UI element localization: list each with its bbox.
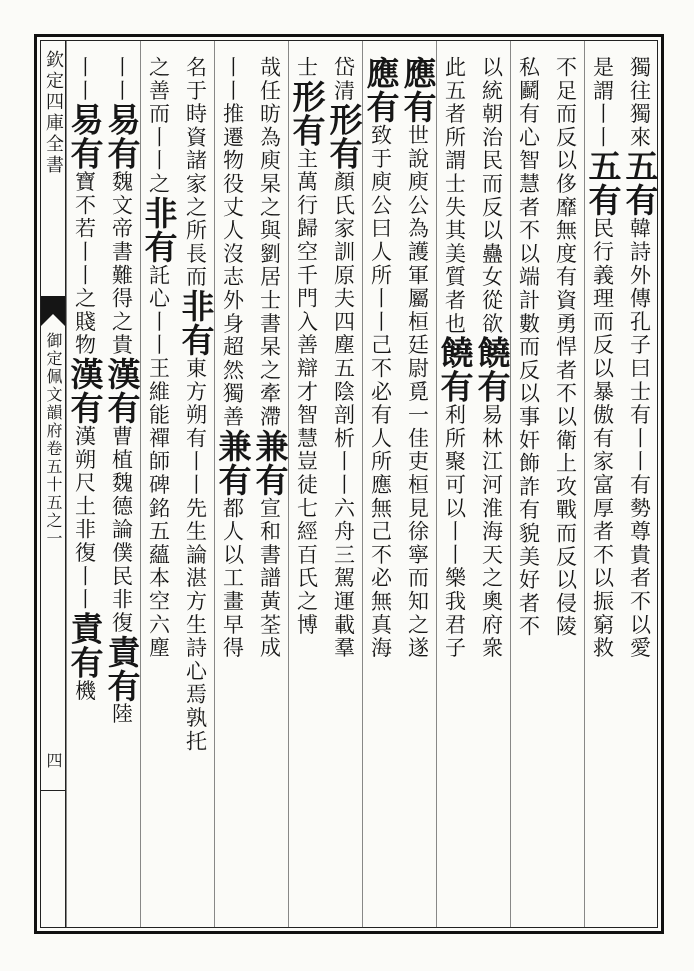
text-column: [549, 56, 583, 916]
text-segment: 岱清: [331, 56, 356, 103]
text-segment: 士: [294, 56, 319, 80]
rhyme-headword: 五有: [583, 149, 623, 218]
text-segment: 宣和書譜黃荃成: [257, 496, 282, 660]
text-segment: 利所聚可以丨丨樂我君子: [442, 403, 467, 660]
text-column: [583, 56, 623, 916]
rhyme-headword: 形有: [324, 102, 364, 171]
text-segment: 民行義理而反以暴傲有家富厚者不以振窮救: [590, 217, 615, 660]
volume-title: 御定佩文韻府卷五十五之一: [44, 332, 63, 548]
rhyme-headword: 非有: [176, 289, 216, 357]
text-segment: 丨丨: [109, 56, 134, 103]
text-segment: 丨丨: [72, 56, 97, 103]
rhyme-headword: 兼有: [250, 428, 290, 497]
rhyme-headword: 五有: [620, 149, 660, 218]
text-segment: 世說庾公為護軍屬桓廷尉覓一佳吏桓見徐寧而知之遂: [405, 124, 430, 660]
collection-title: 欽定四庫全書: [43, 50, 64, 176]
text-segment: 丨丨推遷物役丈人沒志外身超然獨善: [220, 56, 245, 429]
rhyme-headword: 兼有: [213, 428, 253, 497]
text-segment: 曹植魏德論僕民非復: [109, 425, 134, 635]
text-segment: 魏文帝書難得之貴: [109, 170, 134, 358]
rhyme-headword: 責有: [102, 634, 142, 703]
text-segment: 之善而丨丨之: [146, 56, 171, 196]
margin-divider: [40, 790, 66, 791]
text-column: [287, 56, 327, 916]
text-segment: 顏氏家訓原夫四塵五陰剖析丨丨六舟三駕運載羣: [331, 170, 356, 660]
text-segment: 此五者所謂士失其美質者也: [442, 56, 467, 336]
fishtail-mark-icon: [40, 296, 66, 326]
text-segment: 主萬行歸空千門入善辯才智慧豈徒七經百氏之博: [294, 147, 319, 637]
text-column: [213, 56, 253, 916]
rhyme-headword: 易有: [102, 102, 142, 171]
text-segment: 寶不若丨丨之賤物: [72, 170, 97, 358]
text-segment: 東方朔有丨丨先生論湛方生詩心焉孰托: [183, 357, 208, 754]
text-segment: 陸: [109, 702, 134, 727]
text-segment: 私鬬有心智慧者不以端計數而反以事奸飾詐有貌美好者不: [516, 56, 541, 639]
text-column: [398, 56, 438, 916]
rhyme-headword: 形有: [287, 79, 327, 148]
text-segment: 致于庾公曰人所丨丨己不必有人所應無己不必無真海: [368, 124, 393, 660]
text-segment: 都人以工畫早得: [220, 496, 245, 660]
text-segment: 漢朔尺土非復丨丨: [72, 425, 97, 612]
rhyme-headword: 漢有: [65, 357, 105, 426]
text-column: [102, 56, 142, 916]
text-column: [361, 56, 401, 916]
text-segment: 託心丨丨王維能禪師碑銘五蘊本空六塵: [146, 263, 171, 660]
rhyme-headword: 饒有: [472, 335, 512, 404]
text-column: [620, 56, 660, 916]
rhyme-headword: 應有: [361, 56, 401, 124]
text-column: [65, 56, 105, 916]
rhyme-headword: 非有: [139, 195, 179, 264]
rhyme-headword: 易有: [65, 102, 105, 171]
text-segment: 獨往獨來: [627, 56, 652, 150]
page-number: 四: [44, 752, 63, 768]
text-column: [512, 56, 546, 916]
text-segment: 韓詩外傳孔子曰士有丨丨有勢尊貴者不以愛: [627, 217, 652, 660]
text-column: [324, 56, 364, 916]
text-segment: 易林江河淮海天之奧府衆: [479, 403, 504, 660]
text-column: [139, 56, 179, 916]
text-column: [250, 56, 290, 916]
text-segment: 不足而反以侈靡無度有資勇悍者不以衛上攻戰而反以侵陵: [553, 56, 578, 639]
text-segment: 是謂丨丨: [590, 56, 615, 150]
text-segment: 哉任昉為庾杲之與劉居士書杲之牽滯: [257, 56, 282, 429]
text-column: [176, 56, 216, 916]
text-column: [472, 56, 512, 916]
rhyme-headword: 漢有: [102, 357, 142, 426]
rhyme-headword: 應有: [398, 56, 438, 124]
rhyme-headword: 饒有: [435, 335, 475, 404]
rhyme-headword: 責有: [65, 611, 105, 680]
text-segment: 以統朝治民而反以蠱女從欲: [479, 56, 504, 336]
text-segment: 機: [72, 679, 97, 703]
text-segment: 名于時資諸家之所長而: [183, 56, 208, 289]
text-column: [435, 56, 475, 916]
